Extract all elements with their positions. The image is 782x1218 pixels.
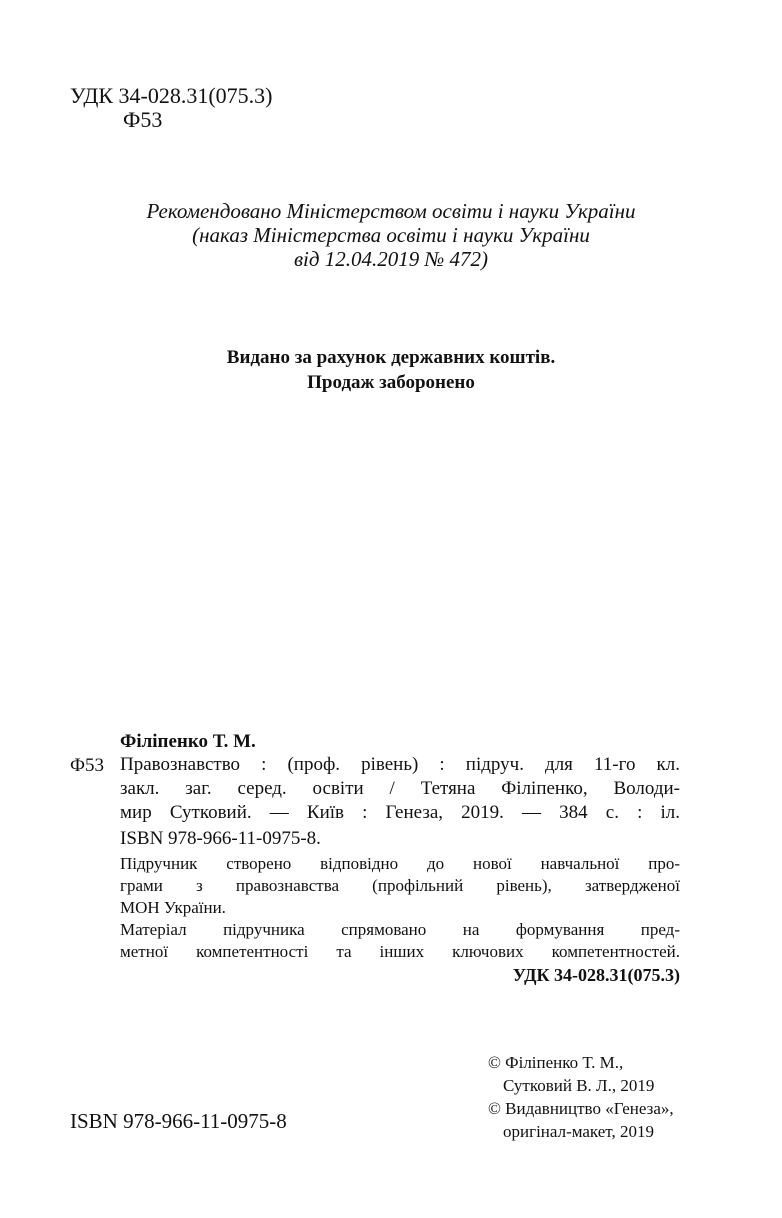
catalog-title-line-1: Правознавство : (проф. рівень) : підруч. для 11-го кл.	[120, 754, 680, 775]
catalog-code: Ф53	[70, 755, 105, 776]
copyright-publisher-line-2: оригінал-макет, 2019	[503, 1122, 654, 1141]
recommendation-line-3: від 12.04.2019 № 472)	[293, 247, 489, 271]
annotation-1-line-2: грами з правознавства (профільний рівень), затвердженої	[120, 876, 680, 895]
udk-code: УДК 34-028.31(075.3)	[70, 83, 273, 108]
copyright-publisher-line-1: © Видавництво «Генеза»,	[488, 1099, 674, 1118]
catalog-title-line-2: закл. заг. серед. освіти / Тетяна Філіпенко, Володи-	[120, 778, 680, 799]
copyright-authors-line-1: © Філіпенко Т. М.,	[488, 1053, 624, 1072]
copyright-authors-line-2: Сутковий В. Л., 2019	[503, 1076, 655, 1095]
catalog-author: Філіпенко Т. М.	[120, 731, 256, 752]
annotation-1-line-3: МОН України.	[120, 898, 226, 917]
author-mark: Ф53	[123, 107, 163, 132]
recommendation-line-1: Рекомендовано Міністерством освіти і науки України	[146, 199, 636, 223]
recommendation-line-2: (наказ Міністерства освіти і науки України	[192, 223, 590, 247]
annotation-1-line-1: Підручник створено відповідно до нової навчальної про-	[120, 854, 680, 873]
notice-line-2: Продаж заборонено	[307, 372, 475, 393]
isbn-bottom: ISBN 978-966-11-0975-8	[70, 1109, 287, 1133]
notice-line-1: Видано за рахунок державних коштів.	[226, 347, 556, 368]
annotation-2-line-1: Матеріал підручника спрямовано на формування пред-	[120, 920, 680, 939]
catalog-isbn: ISBN 978-966-11-0975-8.	[120, 828, 321, 849]
catalog-udk: УДК 34-028.31(075.3)	[512, 965, 680, 985]
annotation-2-line-2: метної компетентності та інших ключових компетентностей.	[120, 942, 680, 961]
catalog-title-line-3: мир Сутковий. — Київ : Генеза, 2019. — 384 с. : іл.	[120, 802, 680, 823]
